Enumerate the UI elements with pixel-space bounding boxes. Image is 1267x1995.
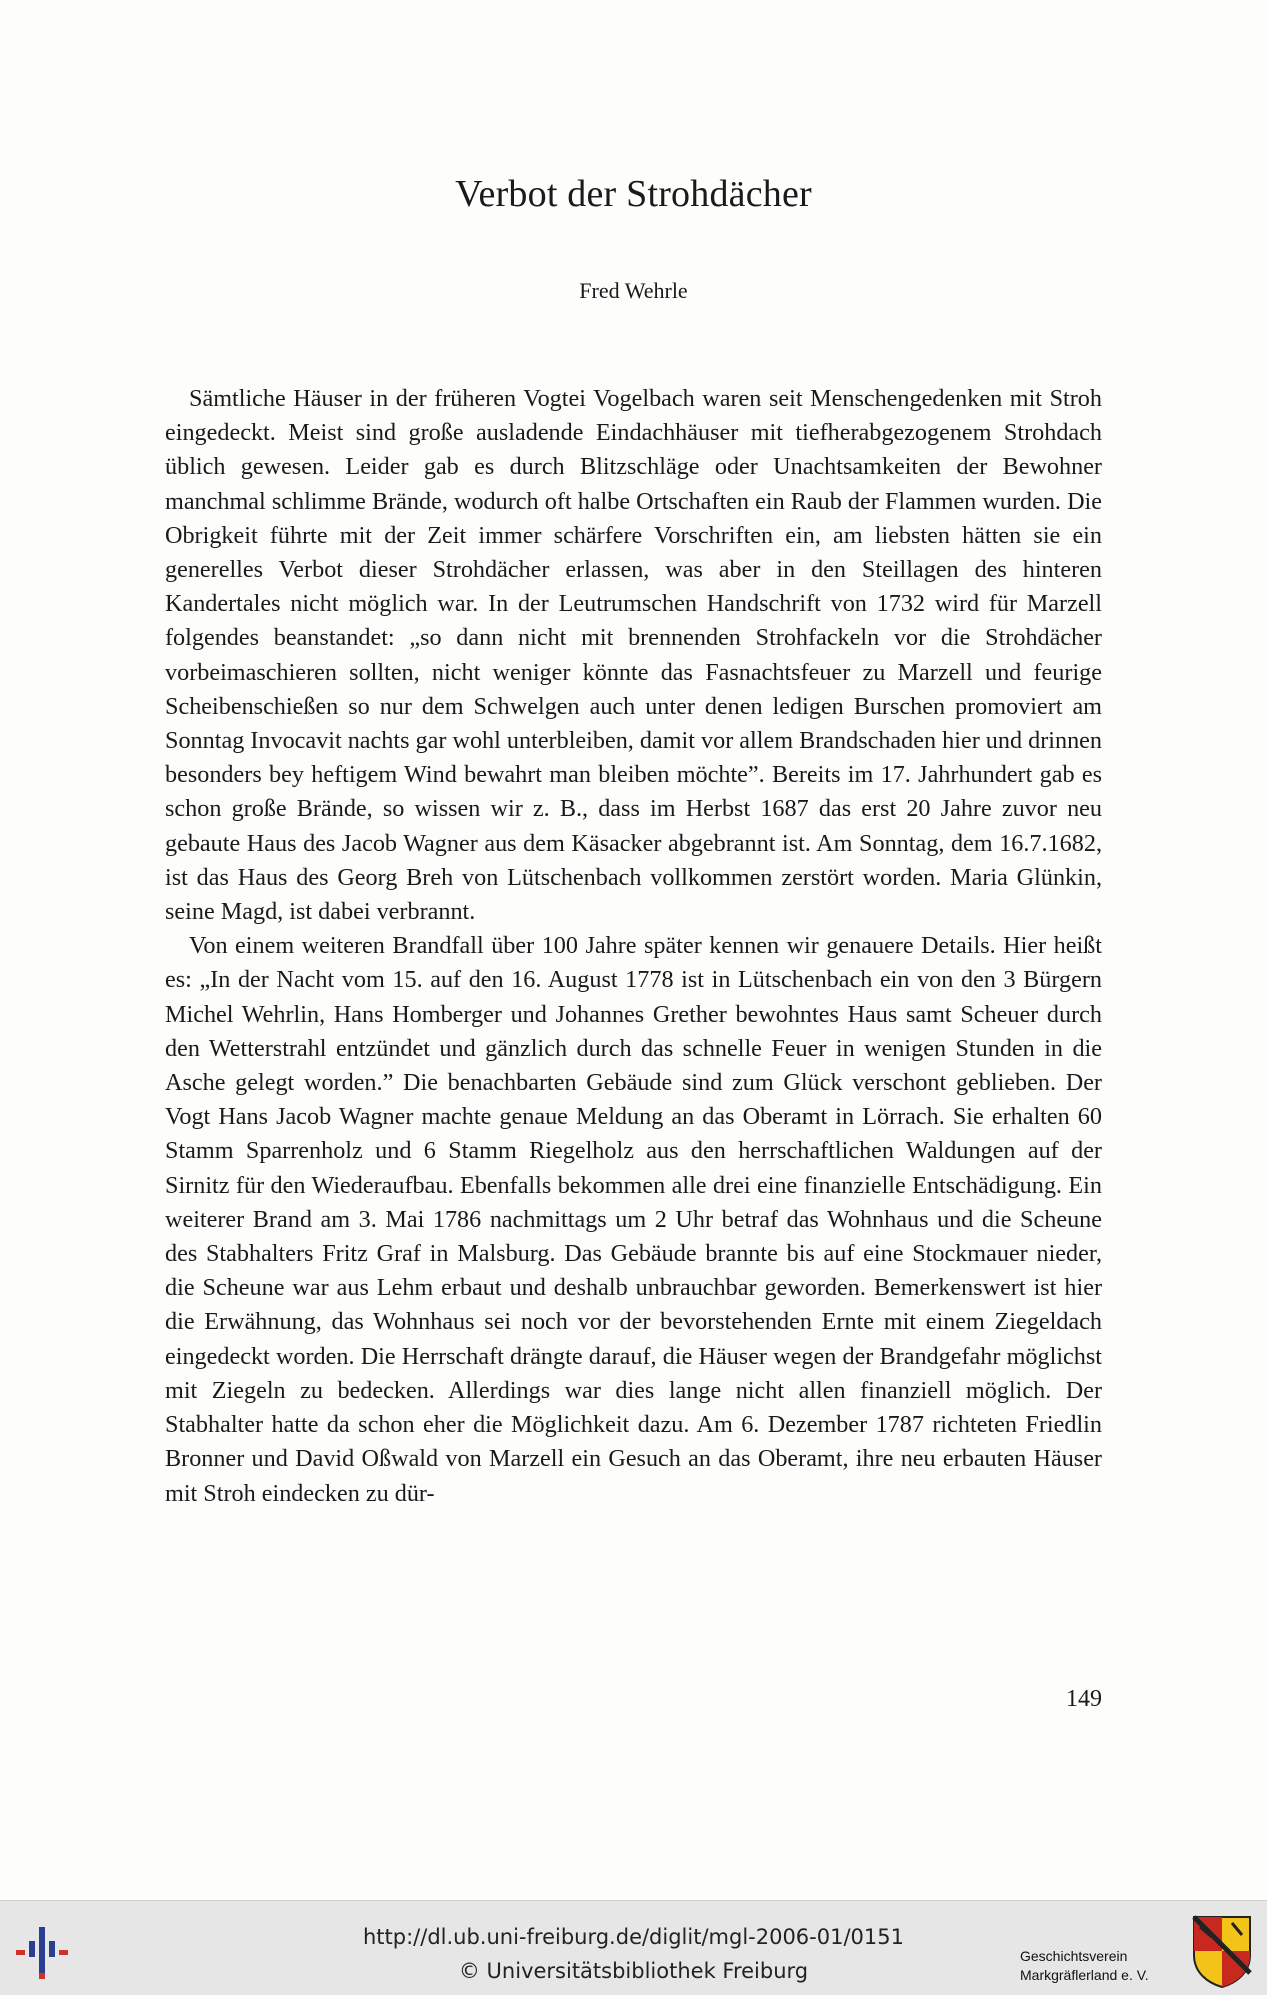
copyright-notice: © Universitätsbibliothek Freiburg xyxy=(458,1959,809,1983)
society-name-line-1: Geschichtsverein xyxy=(1020,1948,1128,1964)
footer-bar xyxy=(0,1900,1267,1995)
article-author: Fred Wehrle xyxy=(579,278,688,303)
coat-of-arms-icon xyxy=(1190,1913,1254,1989)
society-name xyxy=(1020,1947,1190,1985)
document-url-link[interactable]: http://dl.ub.uni-freiburg.de/diglit/mgl-2006-01/0151 xyxy=(362,1925,904,1949)
page-number: 149 xyxy=(1066,1686,1102,1712)
article-title: Verbot der Strohdächer xyxy=(455,173,812,215)
paragraph-1: Sämtliche Häuser in der früheren Vogtei Vogelbach waren seit Menschengedenken mit Stroh eingedeckt. Meist sind große ausladende Eindachhäuser mit tiefherabgezogenem Strohdach üblich gewesen. Leider gab es durch Blitzschläge oder Unachtsamkeiten der Bewohner manchmal schlimme Brände, wodurch oft halbe Ortschaften ein Raub der Flammen wurden. Die Obrigkeit führte mit der Zeit immer schärfere Vorschriften ein, am liebsten hätten sie ein generelles Verbot dieser Strohdächer erlassen, was aber in den Steillagen des hinteren Kandertales nicht möglich war. In der Leutrumschen Handschrift von 1732 wird für Marzell folgendes beanstandet: „so dann nicht mit brennenden Strohfackeln vor die Strohdächer vorbeimaschieren sollten, nicht weniger könnte das Fasnachtsfeuer zu Marzell und feurige Scheibenschießen so nur dem Schwelgen auch unter denen ledigen Burschen promoviert am Sonntag Invocavit nachts gar wohl unterbleiben, damit vor allem Brandschaden hier und drinnen besonders bey heftigem Wind bewahrt man bleiben möchte”. Bereits im 17. Jahrhundert gab es schon große Brände, so wissen wir z. B., dass im Herbst 1687 das erst 20 Jahre zuvor neu gebaute Haus des Jacob Wagner aus dem Käsacker abgebrannt ist. Am Sonntag, dem 16.7.1682, ist das Haus des Georg Breh von Lütschenbach vollkommen zerstört worden. Maria Glünkin, seine Magd, ist dabei verbrannt. xyxy=(165,385,1103,926)
paragraph-2: Von einem weiteren Brandfall über 100 Jahre später kennen wir genauere Details. Hier heißt es: „In der Nacht vom 15. auf den 16. August 1778 ist in Lütschenbach ein von den 3 Bürgern Michel Wehrlin, Hans Homberger und Johannes Grether bewohntes Haus samt Scheuer durch den Wetterstrahl entzündet und gänzlich durch das schnelle Feuer in wenigen Stunden in die Asche gelegt worden.” Die benachbarten Gebäude sind zum Glück verschont geblieben. Der Vogt Hans Jacob Wagner machte genaue Meldung an das Oberamt in Lörrach. Sie erhalten 60 Stamm Sparrenholz und 6 Stamm Riegelholz aus den herrschaftlichen Waldungen auf der Sirnitz für den Wiederaufbau. Ebenfalls bekommen alle drei eine finanzielle Entschädigung. Ein weiterer Brand am 3. Mai 1786 nachmittags um 2 Uhr betraf das Wohnhaus und die Scheune des Stabhalters Fritz Graf in Malsburg. Das Gebäude brannte bis auf eine Stockmauer nieder, die Scheune war aus Lehm erbaut und deshalb unbrauchbar geworden. Bemerkenswert ist hier die Erwähnung, das Wohnhaus sei noch vor der bevorstehenden Ernte mit einem Ziegeldach eingedeckt worden. Die Herrschaft drängte darauf, die Häuser wegen der Brandgefahr möglichst mit Ziegeln zu bedecken. Allerdings war dies lange nicht allen finanziell möglich. Der Stabhalter hatte da schon eher die Möglichkeit dazu. Am 6. Dezember 1787 richteten Friedlin Bronner und David Oßwald von Marzell ein Gesuch an das Oberamt, ihre neu erbauten Häuser mit Stroh eindecken zu dür- xyxy=(165,932,1102,1507)
society-name-line-2: Markgräflerland e. V. xyxy=(1020,1967,1149,1983)
article-body xyxy=(165,382,1102,1511)
